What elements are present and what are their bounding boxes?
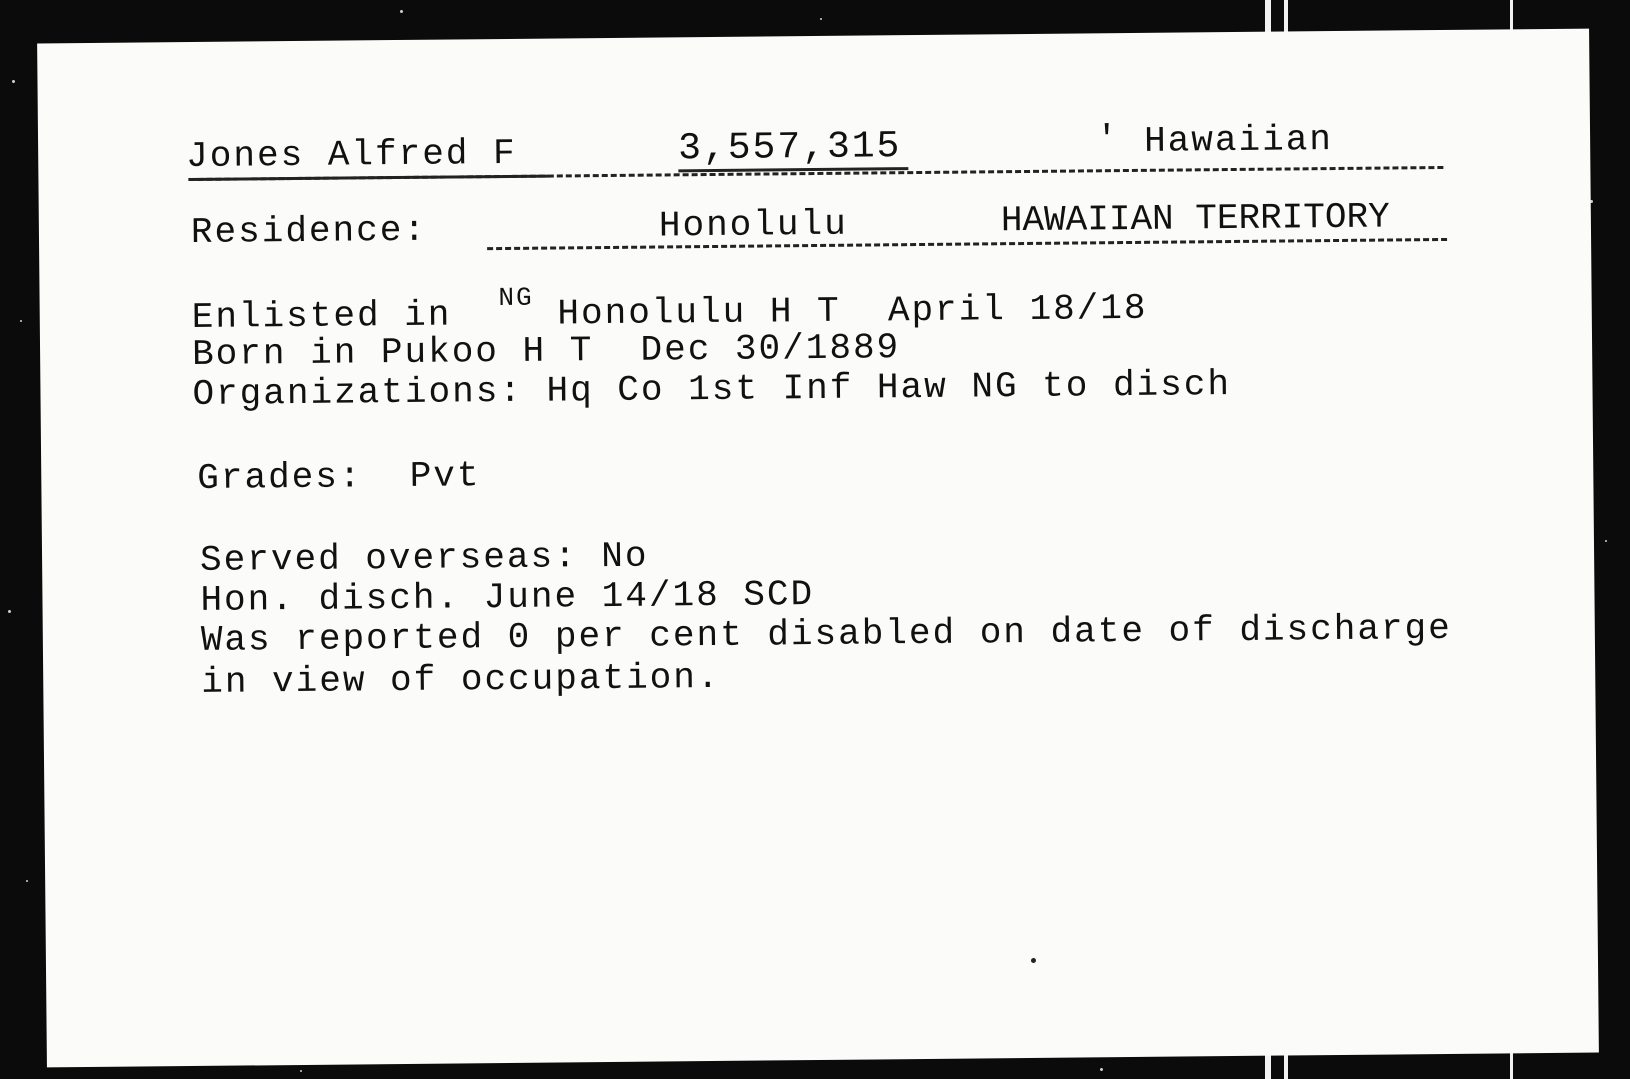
birth-line: Born in Pukoo H T Dec 30/1889 (191, 327, 901, 375)
film-speckle (300, 1070, 302, 1072)
enlisted-label: Enlisted in (191, 294, 452, 338)
race: Hawaiian (1143, 119, 1334, 162)
residence-territory: HAWAIIAN TERRITORY (1000, 196, 1390, 242)
served-overseas-line: Served overseas: No (199, 535, 649, 581)
enlisted-branch: NG (498, 282, 534, 314)
service-record-card (37, 29, 1599, 1068)
film-speckle (12, 80, 15, 83)
film-speckle (8, 610, 11, 613)
film-speckle (26, 880, 28, 882)
grades-line: Grades: Pvt (197, 455, 481, 499)
film-speckle (820, 18, 822, 20)
disability-line-1: Was reported 0 per cent disabled on date of discharge (200, 607, 1452, 661)
enlisted-place: Honolulu H T (557, 290, 841, 335)
organizations-line: Organizations: Hq Co 1st Inf Haw NG to disch (192, 364, 1232, 415)
disability-line-2: in view of occupation. (201, 656, 721, 703)
film-speckle (400, 10, 403, 13)
discharge-line: Hon. disch. June 14/18 SCD (200, 574, 815, 621)
ink-spot (1031, 958, 1036, 963)
soldier-name: Jones Alfred F (186, 132, 517, 178)
residence-underline (487, 238, 1447, 250)
film-speckle (1100, 1068, 1103, 1071)
residence-label: Residence: (190, 209, 428, 254)
enlisted-date: April 18/18 (887, 287, 1148, 332)
film-speckle (20, 320, 22, 322)
race-mark: ' (1095, 119, 1120, 161)
residence-city: Honolulu (658, 203, 848, 247)
service-number: 3,557,315 (677, 125, 902, 171)
film-speckle (1605, 540, 1607, 542)
